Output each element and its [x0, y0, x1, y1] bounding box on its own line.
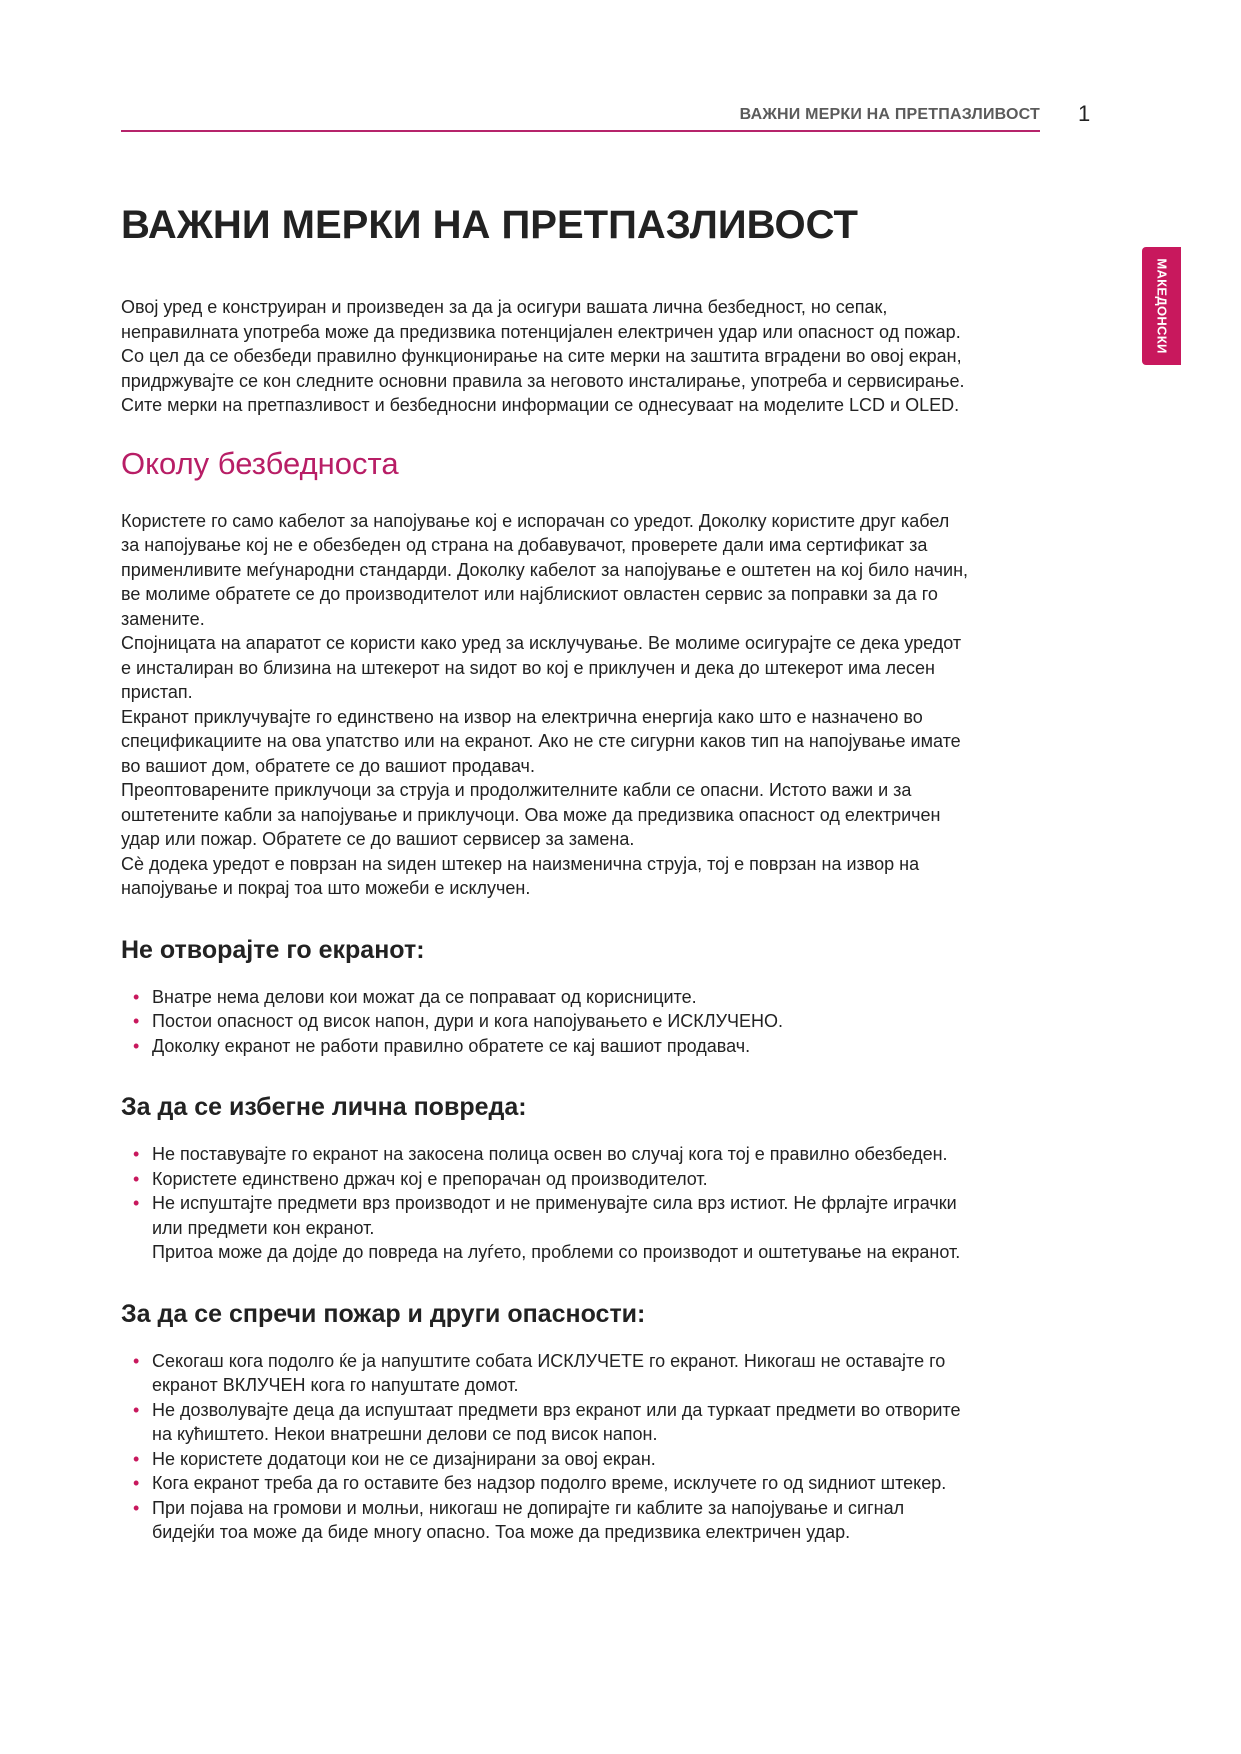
safety-line: оштетените кабли за напојување и приклучоци. Ова може да предизвика опасност од електричен	[121, 804, 941, 825]
subsection-heading-injury: За да се избегне лична повреда:	[121, 1093, 527, 1121]
bullet-line: Притоа може да дојде до повреда на луѓето, проблеми со производот и оштетување на екранот.	[152, 1242, 961, 1262]
bullet-line: Не испуштајте предмети врз производот и не применувајте сила врз истиот. Не фрлајте играчки	[152, 1193, 957, 1213]
safety-line: Преоптоварените приклучоци за струја и продолжителните кабли се опасни. Истото важи и за	[121, 780, 912, 800]
bullet-line: При појава на громови и молњи, никогаш не допирајте ги каблите за напојување и сигнал	[152, 1497, 905, 1518]
safety-line: замените.	[121, 608, 205, 629]
bullet-list-fire	[121, 1349, 1096, 1545]
safety-paragraph	[121, 509, 1096, 901]
safety-line: во вашиот дом, обратете се до вашиот продавач.	[121, 755, 535, 776]
bullet-icon: •	[133, 1011, 140, 1031]
bullet-item	[121, 1349, 1096, 1398]
page-number: 1	[1078, 101, 1091, 126]
bullet-line: Доколку екранот не работи правилно обратете се кај вашиот продавач.	[152, 1035, 751, 1056]
language-tab	[1142, 247, 1181, 365]
bullet-list-injury	[121, 1142, 1096, 1265]
bullet-icon: •	[133, 1144, 140, 1164]
intro-line: Овој уред е конструиран и произведен за да ја осигури вашата лична безбедност, но сепак,	[121, 297, 888, 317]
bullet-line: Не дозволувајте деца да испуштаат предмети врз екранот или да туркаат предмети во отворите	[152, 1399, 961, 1420]
bullet-line: екранот ВКЛУЧЕН кога го напуштате домот.	[152, 1375, 519, 1395]
running-header	[121, 104, 1040, 132]
intro-line: придржувајте се кон следните основни правила за неговото инсталирање, употреба и сервисирање.	[121, 370, 965, 391]
bullet-line: Користете единствено држач кој е препорачан од производителот.	[152, 1168, 708, 1189]
bullet-item	[121, 1009, 1096, 1034]
bullet-item	[121, 1496, 1096, 1545]
safety-line: пристап.	[121, 682, 193, 702]
page-content	[121, 198, 1096, 1545]
safety-line: спецификациите на ова упатство или на екранот. Ако не сте сигурни каков тип на напојување имате	[121, 731, 961, 751]
bullet-item	[121, 1398, 1096, 1447]
safety-line: Спојницата на апаратот се користи како уред за исклучување. Ве молиме осигурајте се дека уредот	[121, 633, 962, 653]
safety-line: ве молиме обратете се до производителот или најблискиот овластен сервис за поправки за да го	[121, 584, 938, 604]
bullet-item	[121, 1034, 1096, 1059]
safety-line: е инсталиран во близина на штекерот на ѕидот во кој е приклучен и дека до штекерот има лесен	[121, 657, 935, 678]
subsection-heading-fire: За да се спречи пожар и други опасности:	[121, 1299, 646, 1328]
bullet-icon: •	[133, 1035, 140, 1056]
safety-line: Сè додека уредот е поврзан на ѕиден штекер на наизменична струја, тој е поврзан на извор на	[121, 853, 920, 874]
running-title: ВАЖНИ МЕРКИ НА ПРЕТПАЗЛИВОСТ	[739, 106, 1040, 123]
safety-line: за напојување кој не е обезбеден од страна на добавувачот, проверете дали има сертификат за	[121, 535, 928, 555]
bullet-line: на кућиштето. Некои внатрешни делови се под висок напон.	[152, 1424, 658, 1444]
bullet-line: Внатре нема делови кои можат да се поправаат од корисниците.	[152, 986, 697, 1007]
bullet-list-do-not-open	[121, 985, 1096, 1059]
safety-line: применливите меѓународни стандарди. Доколку кабелот за напојување е оштетен на кој било начин,	[121, 559, 969, 580]
bullet-icon: •	[133, 1448, 140, 1469]
bullet-line: бидејќи тоа може да биде многу опасно. Тоа може да предизвика електричен удар.	[152, 1522, 851, 1542]
safety-line: Користете го само кабелот за напојување кој е испорачан со уредот. Доколку користите друг кабел	[121, 510, 950, 531]
intro-line: Со цел да се обезбеди правилно функционирање на сите мерки на заштита вградени во овој екран,	[121, 346, 962, 366]
bullet-line: Постои опасност од висок напон, дури и кога напојувањето е ИСКЛУЧЕНО.	[152, 1011, 784, 1031]
bullet-line: Кога екранот треба да го оставите без надзор подолго време, исклучете го од ѕидниот штекер.	[152, 1473, 947, 1493]
bullet-icon: •	[133, 1168, 140, 1189]
bullet-line: Секогаш кога подолго ќе ја напуштите собата ИСКЛУЧЕТЕ го екранот. Никогаш не оставајте го	[152, 1350, 946, 1371]
safety-line: напојување и покрај тоа што можеби е исклучен.	[121, 878, 531, 898]
bullet-icon: •	[133, 1473, 140, 1493]
bullet-line: Не поставувајте го екранот на закосена полица освен во случај кога тој е правилно обезбеден.	[152, 1144, 948, 1164]
bullet-item	[121, 1167, 1096, 1192]
page-title: ВАЖНИ МЕРКИ НА ПРЕТПАЗЛИВОСТ	[121, 203, 858, 247]
bullet-line: Не користете додатоци кои не се дизајнирани за овој екран.	[152, 1448, 656, 1469]
bullet-icon: •	[133, 1193, 140, 1213]
safety-line: Екранот приклучувајте го единствено на извор на електрична енергија како што е назначено во	[121, 706, 923, 727]
safety-line: удар или пожар. Обратете се до вашиот сервисер за замена.	[121, 829, 635, 849]
bullet-icon: •	[133, 986, 140, 1007]
bullet-item	[121, 1142, 1096, 1167]
intro-line: Сите мерки на претпазливост и безбедносни информации се однесуваат на моделите LCD и OLED.	[121, 395, 960, 415]
bullet-icon: •	[133, 1497, 140, 1518]
bullet-item	[121, 1471, 1096, 1496]
bullet-item	[121, 985, 1096, 1010]
bullet-icon: •	[133, 1399, 140, 1420]
bullet-line: или предмети кон екранот.	[152, 1217, 375, 1238]
language-tab-label: МАКЕДОНСКИ	[1154, 258, 1169, 354]
bullet-item	[121, 1191, 1096, 1265]
bullet-item	[121, 1447, 1096, 1472]
intro-line: неправилната употреба може да предизвика потенцијален електричен удар или опасност од пожар.	[121, 321, 961, 342]
subsection-heading-do-not-open: Не отворајте го екранот:	[121, 935, 425, 964]
safety-heading: Околу безбедноста	[121, 445, 399, 481]
intro-paragraph	[121, 295, 1096, 418]
bullet-icon: •	[133, 1350, 140, 1371]
